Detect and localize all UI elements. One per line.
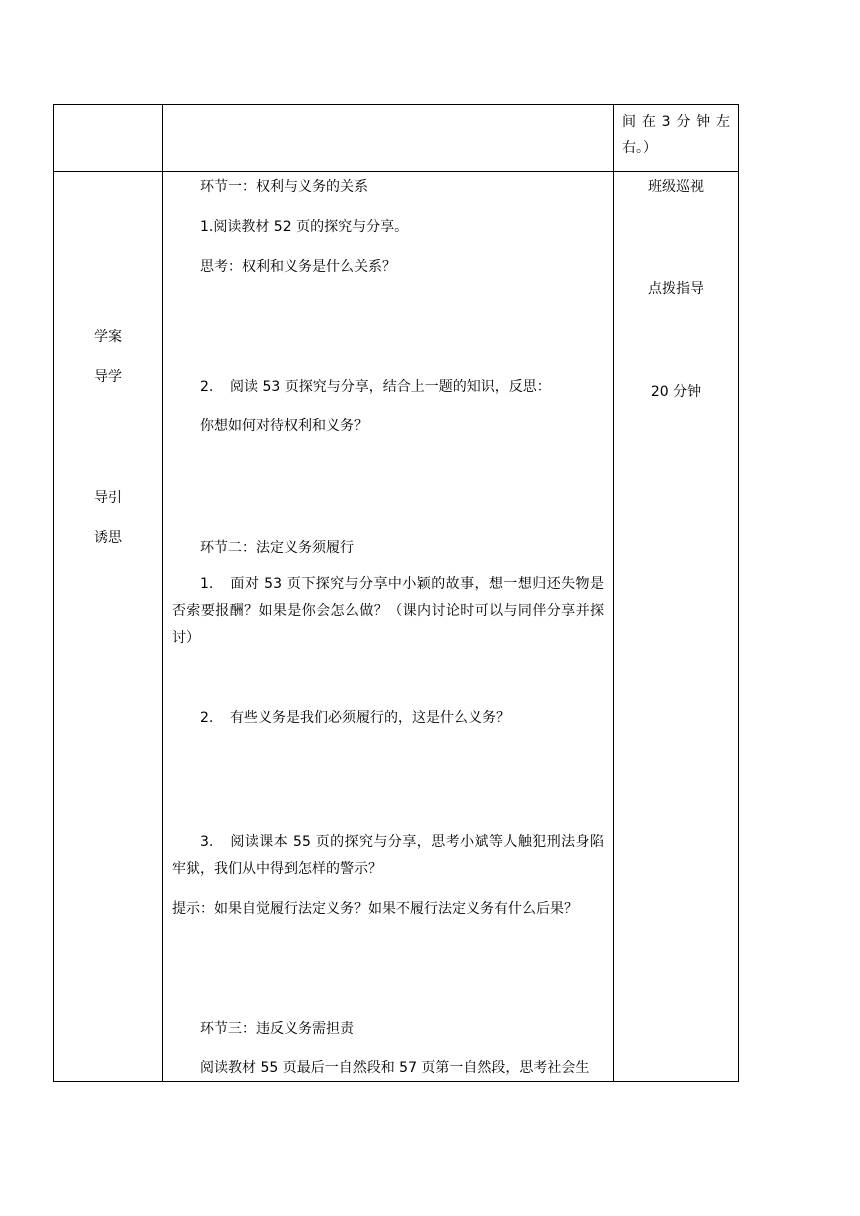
teacher-note-duration: 20 分钟 (650, 384, 702, 400)
section2-item2 (200, 707, 510, 729)
item-text: 阅读 53 页探究与分享，结合上一题的知识，反思： (230, 379, 551, 395)
table-row (54, 105, 739, 172)
item-text: 阅读课本 55 页的探究与分享，思考小斌等人触犯刑法身陷牢狱，我们从中得到怎样的警示？ (172, 834, 604, 877)
stage-label-2a: 导引 (94, 490, 122, 506)
stage-label-2b: 诱思 (94, 530, 122, 546)
item-number: 1. (200, 576, 214, 592)
section1-item1: 1.阅读教材 52 页的探究与分享。 (200, 219, 409, 235)
item-text: 有些义务是我们必须履行的，这是什么义务？ (230, 710, 510, 726)
stage-label-1a: 学案 (94, 329, 122, 345)
row1-col1-cell (54, 105, 163, 172)
item-number: 2. (200, 379, 214, 395)
table-row (54, 172, 739, 1082)
time-note (622, 109, 730, 161)
time-note-char: 在 (641, 114, 656, 130)
item-number: 2. (200, 710, 214, 726)
lesson-plan-table (53, 104, 739, 1082)
time-note-char: 间 (622, 114, 636, 130)
time-note-char: 左 (715, 114, 730, 130)
stage-label-1b: 导学 (94, 369, 122, 385)
teacher-note-cell (614, 172, 739, 1082)
section2-item1 (172, 571, 604, 652)
section2-title: 环节二：法定义务须履行 (200, 540, 354, 556)
time-note-char: 3 (661, 114, 671, 130)
time-note-char: 分 (676, 114, 691, 130)
section3-title: 环节三：违反义务需担责 (200, 1021, 354, 1037)
stage-label-cell (54, 172, 163, 1082)
teacher-note-guide: 点拨指导 (648, 281, 704, 297)
section3-text: 阅读教材 55 页最后一自然段和 57 页第一自然段，思考社会生 (200, 1060, 590, 1076)
teacher-note-patrol: 班级巡视 (648, 179, 704, 195)
item-number: 3. (200, 834, 214, 850)
activity-content-cell (163, 172, 614, 1082)
section2-hint: 提示：如果自觉履行法定义务？如果不履行法定义务有什么后果？ (172, 901, 578, 917)
item-text: 面对 53 页下探究与分享中小颖的故事，想一想归还失物是否索要报酬？如果是你会怎么做？（课内讨论时可以与同伴分享并探讨） (172, 576, 604, 646)
section1-question2: 你想如何对待权利和义务？ (200, 418, 368, 434)
time-note-char: 钟 (696, 114, 711, 130)
time-note-line2: 右。） (622, 140, 657, 156)
row1-col3-cell (614, 105, 739, 172)
section2-item3 (172, 829, 604, 883)
section1-item2 (200, 376, 551, 398)
row1-col2-cell (163, 105, 614, 172)
section1-question1: 思考：权利和义务是什么关系？ (200, 259, 396, 275)
section1-title: 环节一：权利与义务的关系 (200, 179, 368, 195)
